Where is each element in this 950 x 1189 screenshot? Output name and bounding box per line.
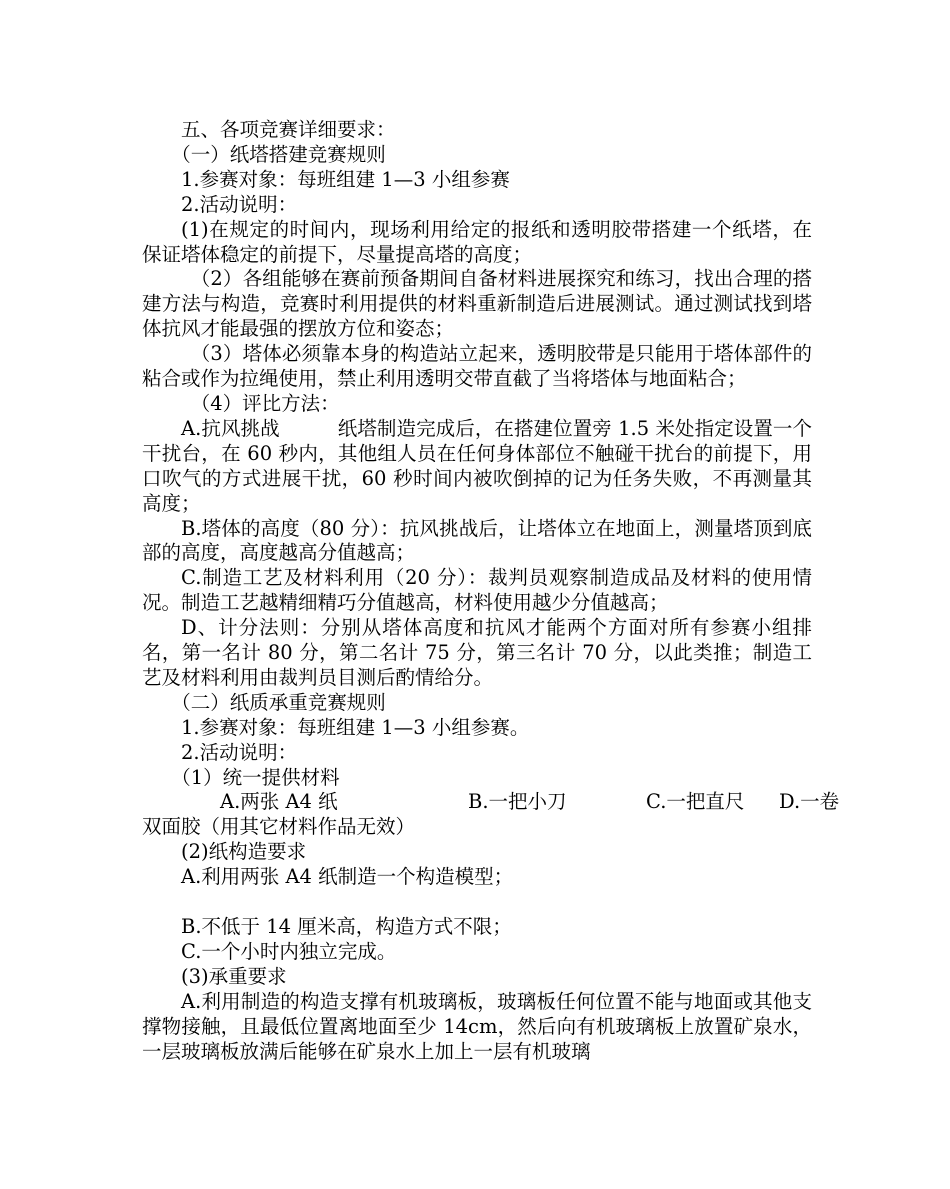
- part2-item3: (3)承重要求: [181, 964, 287, 988]
- rule-b: B.塔体的高度（80 分）：抗风挑战后，让塔体立在地面上，测量塔顶到底部的高度，高度越高分值越高；: [142, 516, 812, 565]
- part1-item1: (1)在规定的时间内，现场利用给定的报纸和透明胶带搭建一个纸塔，在保证塔体稳定的前提下，尽量提高塔的高度；: [142, 217, 812, 266]
- req-a: A.利用两张 A4 纸制造一个构造模型；: [181, 865, 514, 889]
- material-d-cont: 双面胶（用其它材料作品无效）: [142, 815, 416, 839]
- rule-c: C.制造工艺及材料利用（20 分）：裁判员观察制造成品及材料的使用情况。制造工艺越精细精巧分值越高，材料使用越少分值越高；: [142, 566, 812, 615]
- rule-a-text: 纸塔制造完成后，在搭建位置旁 1.5 米处指定设置一个干扰台，在 60 秒内，其他组人员在任何身体部位不触碰干扰台的前提下，用口吹气的方式进展干扰，60 秒时间内被吹倒掉的记为任务失败，不再测量其高度；: [142, 416, 812, 515]
- material-d: D.一卷: [779, 790, 840, 814]
- part2-item1: （1）统一提供材料: [171, 765, 340, 789]
- part2-participants: 1.参赛对象：每班组建 1—3 小组参赛。: [181, 715, 530, 739]
- req-c: C.一个小时内独立完成。: [181, 939, 397, 963]
- materials-row: [142, 790, 840, 815]
- rule-a-label: A.抗风挑战: [181, 416, 280, 440]
- rule-d: D、计分法则：分别从塔体高度和抗风才能两个方面对所有参赛小组排名，第一名计 80 分，第二名计 75 分，第三名计 70 分，以此类推；制造工艺及材料利用由裁判员目测后酌情给分。: [142, 616, 812, 689]
- material-c: C.一把直尺: [646, 790, 745, 814]
- part2-heading: （二）纸质承重竞赛规则: [171, 690, 386, 714]
- rule-a: [142, 417, 812, 517]
- req-b: B.不低于 14 厘米高，构造方式不限；: [181, 914, 512, 938]
- blank-line: [142, 890, 812, 915]
- part1-activity-label: 2.活动说明：: [181, 192, 298, 216]
- part1-item4: （4）评比方法：: [190, 391, 340, 415]
- part1-heading: （一）纸塔搭建竞赛规则: [171, 142, 386, 166]
- part1-item3: （3）塔体必须靠本身的构造站立起来，透明胶带是只能用于塔体部件的粘合或作为拉绳使用，禁止利用透明交带直截了当将塔体与地面粘合；: [142, 342, 812, 391]
- material-a: A.两张 A4 纸: [220, 790, 338, 814]
- load-a: A.利用制造的构造支撑有机玻璃板，玻璃板任何位置不能与地面或其他支撑物接触，且最低位置离地面至少 14cm，然后向有机玻璃板上放置矿泉水，一层玻璃板放满后能够在矿泉水上加上一层有机玻璃: [142, 989, 812, 1063]
- part1-participants: 1.参赛对象：每班组建 1—3 小组参赛: [181, 167, 510, 191]
- material-b: B.一把小刀: [468, 790, 567, 814]
- part2-activity-label: 2.活动说明：: [181, 740, 298, 764]
- document-page: [142, 118, 840, 1064]
- part2-item2: (2)纸构造要求: [181, 840, 307, 864]
- part1-item2: （2）各组能够在赛前预备期间自备材料进展探究和练习，找出合理的搭建方法与构造，竞赛时利用提供的材料重新制造后进展测试。通过测试找到塔体抗风才能最强的摆放方位和姿态；: [142, 267, 812, 341]
- section-title: 五、各项竞赛详细要求：: [181, 118, 396, 141]
